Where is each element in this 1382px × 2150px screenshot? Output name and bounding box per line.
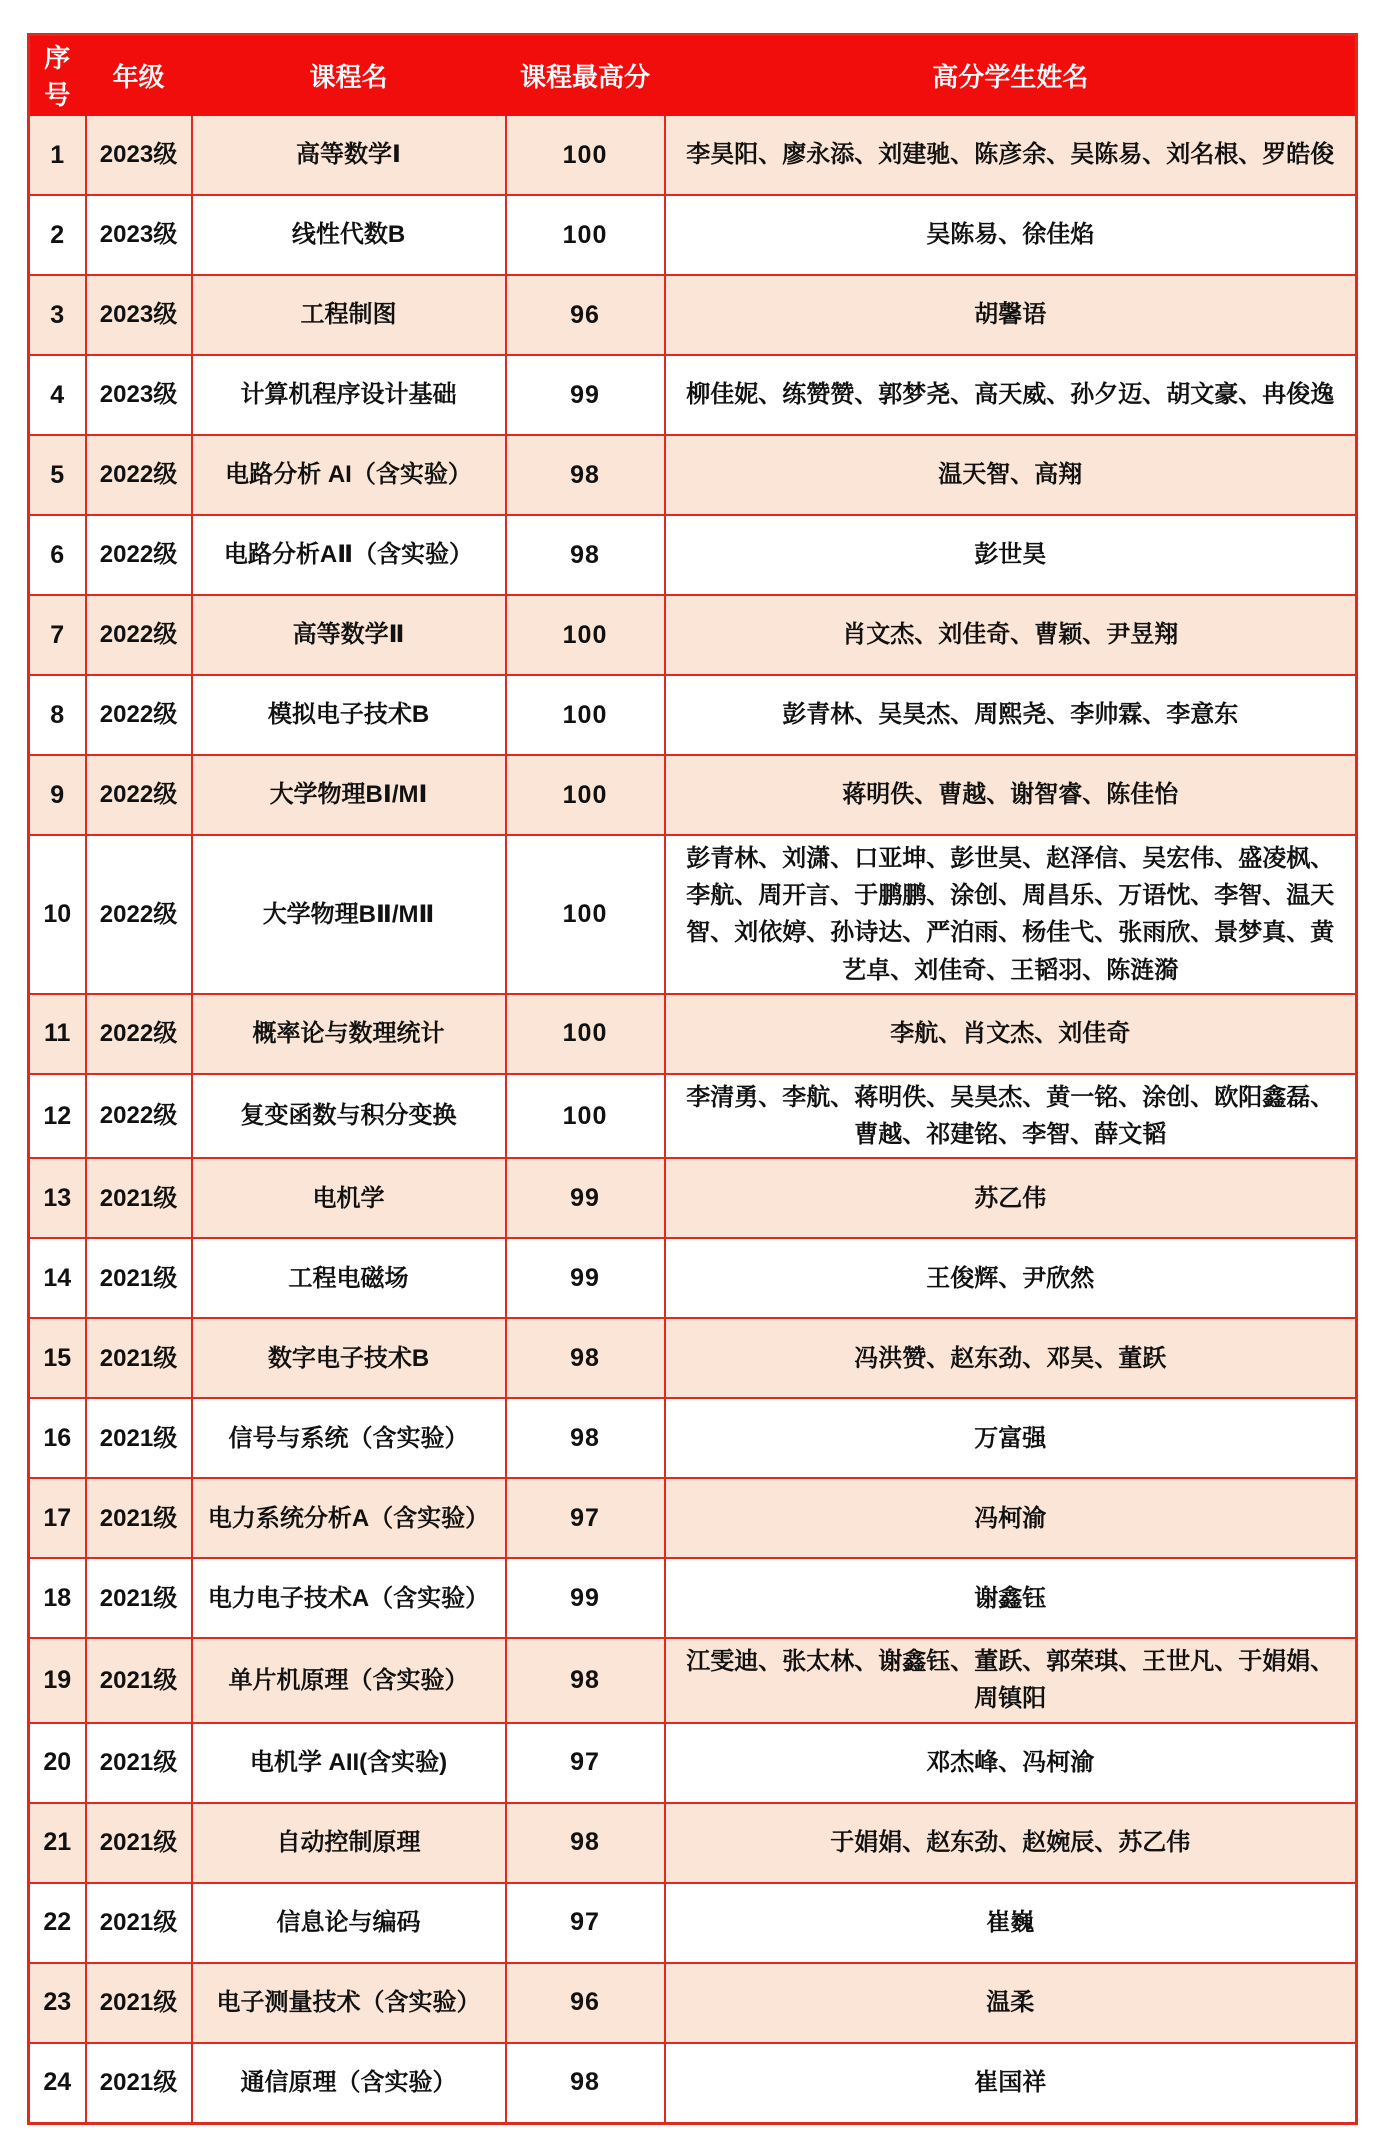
cell-course: 数字电子技术B	[192, 1318, 506, 1398]
cell-grade: 2021级	[86, 1883, 192, 1963]
cell-grade: 2023级	[86, 275, 192, 355]
cell-course: 计算机程序设计基础	[192, 355, 506, 435]
cell-score: 100	[506, 1074, 665, 1158]
cell-score: 99	[506, 1558, 665, 1638]
cell-index: 10	[29, 835, 86, 994]
cell-score: 98	[506, 435, 665, 515]
table-row	[29, 1158, 1357, 1238]
cell-grade: 2021级	[86, 1558, 192, 1638]
cell-course: 信号与系统（含实验）	[192, 1398, 506, 1478]
cell-students: 李清勇、李航、蒋明佚、吴昊杰、黄一铭、涂创、欧阳鑫磊、曹越、祁建铭、李智、薛文韬	[665, 1074, 1357, 1158]
table-row	[29, 435, 1357, 515]
cell-course: 高等数学Ⅰ	[192, 115, 506, 195]
column-header-course: 课程名	[192, 35, 506, 116]
cell-index: 7	[29, 595, 86, 675]
table-row	[29, 675, 1357, 755]
cell-students: 崔巍	[665, 1883, 1357, 1963]
table-row	[29, 195, 1357, 275]
cell-grade: 2022级	[86, 755, 192, 835]
cell-score: 97	[506, 1478, 665, 1558]
cell-index: 18	[29, 1558, 86, 1638]
cell-score: 97	[506, 1883, 665, 1963]
cell-index: 4	[29, 355, 86, 435]
cell-grade: 2022级	[86, 435, 192, 515]
cell-score: 100	[506, 115, 665, 195]
cell-course: 电子测量技术（含实验）	[192, 1963, 506, 2043]
table-row	[29, 1478, 1357, 1558]
table-row	[29, 1723, 1357, 1803]
cell-score: 100	[506, 755, 665, 835]
cell-students: 柳佳妮、练赞赞、郭梦尧、高天威、孙夕迈、胡文豪、冉俊逸	[665, 355, 1357, 435]
cell-score: 100	[506, 675, 665, 755]
cell-students: 李航、肖文杰、刘佳奇	[665, 994, 1357, 1074]
column-header-grade: 年级	[86, 35, 192, 116]
cell-grade: 2022级	[86, 994, 192, 1074]
cell-index: 24	[29, 2043, 86, 2124]
cell-course: 自动控制原理	[192, 1803, 506, 1883]
table-row	[29, 1803, 1357, 1883]
cell-course: 高等数学Ⅱ	[192, 595, 506, 675]
cell-index: 14	[29, 1238, 86, 1318]
table-row	[29, 355, 1357, 435]
column-header-score: 课程最高分	[506, 35, 665, 116]
cell-grade: 2021级	[86, 1803, 192, 1883]
cell-students: 冯柯渝	[665, 1478, 1357, 1558]
cell-course: 模拟电子技术B	[192, 675, 506, 755]
cell-students: 万富强	[665, 1398, 1357, 1478]
cell-index: 16	[29, 1398, 86, 1478]
cell-course: 复变函数与积分变换	[192, 1074, 506, 1158]
cell-students: 苏乙伟	[665, 1158, 1357, 1238]
cell-students: 邓杰峰、冯柯渝	[665, 1723, 1357, 1803]
cell-score: 100	[506, 595, 665, 675]
cell-course: 线性代数B	[192, 195, 506, 275]
table-row	[29, 1963, 1357, 2043]
table-row	[29, 1238, 1357, 1318]
cell-score: 98	[506, 1318, 665, 1398]
cell-students: 蒋明佚、曹越、谢智睿、陈佳怡	[665, 755, 1357, 835]
table-row	[29, 595, 1357, 675]
scores-table	[27, 33, 1358, 2125]
table-row	[29, 1883, 1357, 1963]
cell-index: 5	[29, 435, 86, 515]
cell-grade: 2021级	[86, 1478, 192, 1558]
table-row	[29, 994, 1357, 1074]
cell-course: 概率论与数理统计	[192, 994, 506, 1074]
cell-index: 3	[29, 275, 86, 355]
cell-students: 胡馨语	[665, 275, 1357, 355]
cell-course: 电路分析 AI（含实验）	[192, 435, 506, 515]
cell-index: 12	[29, 1074, 86, 1158]
cell-index: 13	[29, 1158, 86, 1238]
cell-score: 99	[506, 1238, 665, 1318]
cell-students: 于娟娟、赵东劲、赵婉辰、苏乙伟	[665, 1803, 1357, 1883]
cell-grade: 2021级	[86, 1723, 192, 1803]
table-row	[29, 755, 1357, 835]
cell-score: 99	[506, 1158, 665, 1238]
cell-score: 100	[506, 835, 665, 994]
cell-index: 8	[29, 675, 86, 755]
cell-grade: 2021级	[86, 1638, 192, 1722]
cell-students: 江雯迪、张太林、谢鑫钰、董跃、郭荣琪、王世凡、于娟娟、周镇阳	[665, 1638, 1357, 1722]
cell-students: 谢鑫钰	[665, 1558, 1357, 1638]
cell-students: 冯洪赞、赵东劲、邓昊、董跃	[665, 1318, 1357, 1398]
table-row	[29, 1558, 1357, 1638]
column-header-students: 高分学生姓名	[665, 35, 1357, 116]
cell-score: 97	[506, 1723, 665, 1803]
table-row	[29, 1638, 1357, 1722]
table-row	[29, 1398, 1357, 1478]
cell-students: 李昊阳、廖永添、刘建驰、陈彦余、吴陈易、刘名根、罗皓俊	[665, 115, 1357, 195]
cell-score: 98	[506, 1398, 665, 1478]
cell-course: 单片机原理（含实验）	[192, 1638, 506, 1722]
cell-grade: 2023级	[86, 115, 192, 195]
table-row	[29, 1074, 1357, 1158]
cell-grade: 2022级	[86, 835, 192, 994]
cell-students: 彭世昊	[665, 515, 1357, 595]
cell-score: 99	[506, 355, 665, 435]
cell-index: 19	[29, 1638, 86, 1722]
cell-index: 20	[29, 1723, 86, 1803]
cell-grade: 2022级	[86, 595, 192, 675]
cell-grade: 2021级	[86, 1963, 192, 2043]
cell-students: 吴陈易、徐佳焰	[665, 195, 1357, 275]
cell-index: 9	[29, 755, 86, 835]
cell-course: 工程制图	[192, 275, 506, 355]
cell-index: 17	[29, 1478, 86, 1558]
cell-course: 大学物理BⅡ/MⅡ	[192, 835, 506, 994]
cell-students: 温天智、高翔	[665, 435, 1357, 515]
cell-students: 温柔	[665, 1963, 1357, 2043]
table-row	[29, 835, 1357, 994]
cell-students: 崔国祥	[665, 2043, 1357, 2124]
cell-score: 98	[506, 1638, 665, 1722]
cell-index: 2	[29, 195, 86, 275]
cell-grade: 2023级	[86, 195, 192, 275]
cell-index: 6	[29, 515, 86, 595]
cell-index: 22	[29, 1883, 86, 1963]
table-row	[29, 115, 1357, 195]
cell-index: 15	[29, 1318, 86, 1398]
cell-course: 电力系统分析A（含实验）	[192, 1478, 506, 1558]
cell-grade: 2022级	[86, 515, 192, 595]
cell-score: 96	[506, 1963, 665, 2043]
cell-course: 大学物理BⅠ/MⅠ	[192, 755, 506, 835]
cell-students: 彭青林、刘潇、口亚坤、彭世昊、赵泽信、吴宏伟、盛凌枫、李航、周开言、于鹏鹏、涂创、周昌乐、万语忱、李智、温天智、刘依婷、孙诗达、严泊雨、杨佳弋、张雨欣、景梦真、黄艺卓、刘佳奇、王韬羽、陈涟漪	[665, 835, 1357, 994]
cell-index: 11	[29, 994, 86, 1074]
column-header-index: 序号	[29, 35, 86, 116]
cell-grade: 2021级	[86, 2043, 192, 2124]
cell-index: 21	[29, 1803, 86, 1883]
cell-score: 98	[506, 515, 665, 595]
cell-course: 电机学	[192, 1158, 506, 1238]
cell-course: 信息论与编码	[192, 1883, 506, 1963]
table-row	[29, 1318, 1357, 1398]
cell-grade: 2021级	[86, 1238, 192, 1318]
table-row	[29, 2043, 1357, 2124]
cell-students: 王俊辉、尹欣然	[665, 1238, 1357, 1318]
cell-grade: 2021级	[86, 1398, 192, 1478]
table-row	[29, 275, 1357, 355]
cell-grade: 2023级	[86, 355, 192, 435]
cell-students: 彭青林、吴昊杰、周熙尧、李帅霖、李意东	[665, 675, 1357, 755]
cell-score: 98	[506, 1803, 665, 1883]
header-row	[29, 35, 1357, 116]
cell-grade: 2021级	[86, 1158, 192, 1238]
table-row	[29, 515, 1357, 595]
cell-score: 98	[506, 2043, 665, 2124]
cell-course: 电路分析AⅡ（含实验）	[192, 515, 506, 595]
cell-index: 1	[29, 115, 86, 195]
cell-course: 通信原理（含实验）	[192, 2043, 506, 2124]
cell-grade: 2022级	[86, 675, 192, 755]
cell-grade: 2022级	[86, 1074, 192, 1158]
cell-grade: 2021级	[86, 1318, 192, 1398]
cell-course: 工程电磁场	[192, 1238, 506, 1318]
cell-score: 100	[506, 195, 665, 275]
cell-score: 100	[506, 994, 665, 1074]
cell-course: 电机学 AII(含实验)	[192, 1723, 506, 1803]
cell-score: 96	[506, 275, 665, 355]
cell-students: 肖文杰、刘佳奇、曹颖、尹昱翔	[665, 595, 1357, 675]
cell-course: 电力电子技术A（含实验）	[192, 1558, 506, 1638]
cell-index: 23	[29, 1963, 86, 2043]
